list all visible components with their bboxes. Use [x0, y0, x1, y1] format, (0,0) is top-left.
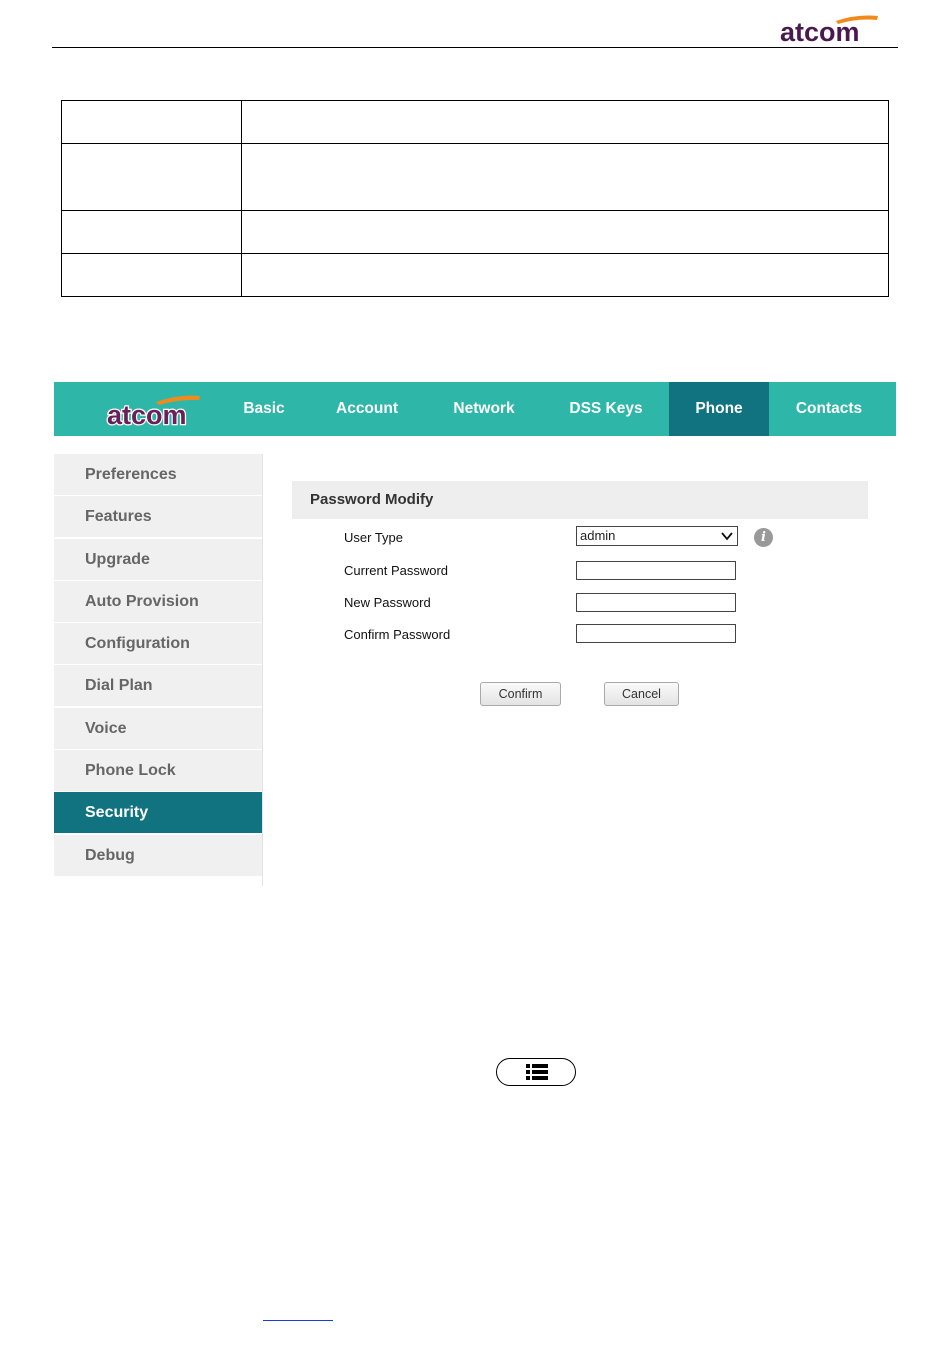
current-password-input[interactable]	[576, 561, 736, 580]
sidebar-item-security[interactable]: Security	[54, 792, 262, 833]
tab-network[interactable]: Network	[453, 400, 515, 417]
table-row	[62, 144, 889, 211]
menu-list-icon	[525, 1064, 549, 1080]
web-ui-screenshot	[54, 382, 896, 892]
info-icon[interactable]: i	[754, 528, 773, 547]
password-modify-header	[292, 481, 868, 519]
sidebar-item-features[interactable]: Features	[54, 496, 262, 537]
atcom-brand-logo	[104, 390, 204, 430]
sidebar-item-auto-provision[interactable]: Auto Provision	[54, 581, 262, 622]
tab-phone[interactable]: Phone	[669, 382, 769, 436]
section-title: Password Modify	[310, 491, 434, 508]
user-type-select[interactable]	[576, 526, 738, 546]
table-row	[62, 101, 889, 144]
sidebar	[54, 454, 263, 886]
sidebar-item-configuration[interactable]: Configuration	[54, 623, 262, 664]
chevron-down-icon	[720, 530, 734, 542]
sidebar-item-dial-plan[interactable]: Dial Plan	[54, 665, 262, 706]
user-type-label: User Type	[344, 530, 404, 545]
tab-basic[interactable]: Basic	[243, 400, 285, 417]
new-password-input[interactable]	[576, 593, 736, 612]
user-type-value: admin	[580, 528, 616, 543]
sidebar-item-upgrade[interactable]: Upgrade	[54, 539, 262, 580]
table-row	[62, 211, 889, 254]
svg-text:atcom: atcom	[107, 400, 187, 430]
sidebar-item-voice[interactable]: Voice	[54, 708, 262, 749]
tab-account[interactable]: Account	[336, 400, 398, 417]
sidebar-item-debug[interactable]: Debug	[54, 835, 262, 876]
table-row	[62, 254, 889, 297]
hyperlink-underline[interactable]	[263, 1306, 333, 1321]
header-rule	[52, 47, 898, 48]
menu-key	[496, 1058, 576, 1086]
sidebar-item-phone-lock[interactable]: Phone Lock	[54, 750, 262, 791]
confirm-button[interactable]: Confirm	[480, 682, 561, 706]
confirm-password-input[interactable]	[576, 624, 736, 643]
sidebar-item-preferences[interactable]: Preferences	[54, 454, 262, 495]
parameter-table	[61, 100, 889, 297]
svg-text:atcom: atcom	[780, 17, 860, 46]
confirm-password-label: Confirm Password	[344, 627, 451, 642]
cancel-button[interactable]: Cancel	[604, 682, 679, 706]
tab-dss-keys[interactable]: DSS Keys	[569, 400, 643, 417]
atcom-logo	[778, 12, 882, 46]
tab-contacts[interactable]: Contacts	[795, 400, 863, 417]
top-nav-bar	[54, 382, 896, 436]
current-password-label: Current Password	[344, 563, 449, 578]
new-password-label: New Password	[344, 595, 431, 610]
